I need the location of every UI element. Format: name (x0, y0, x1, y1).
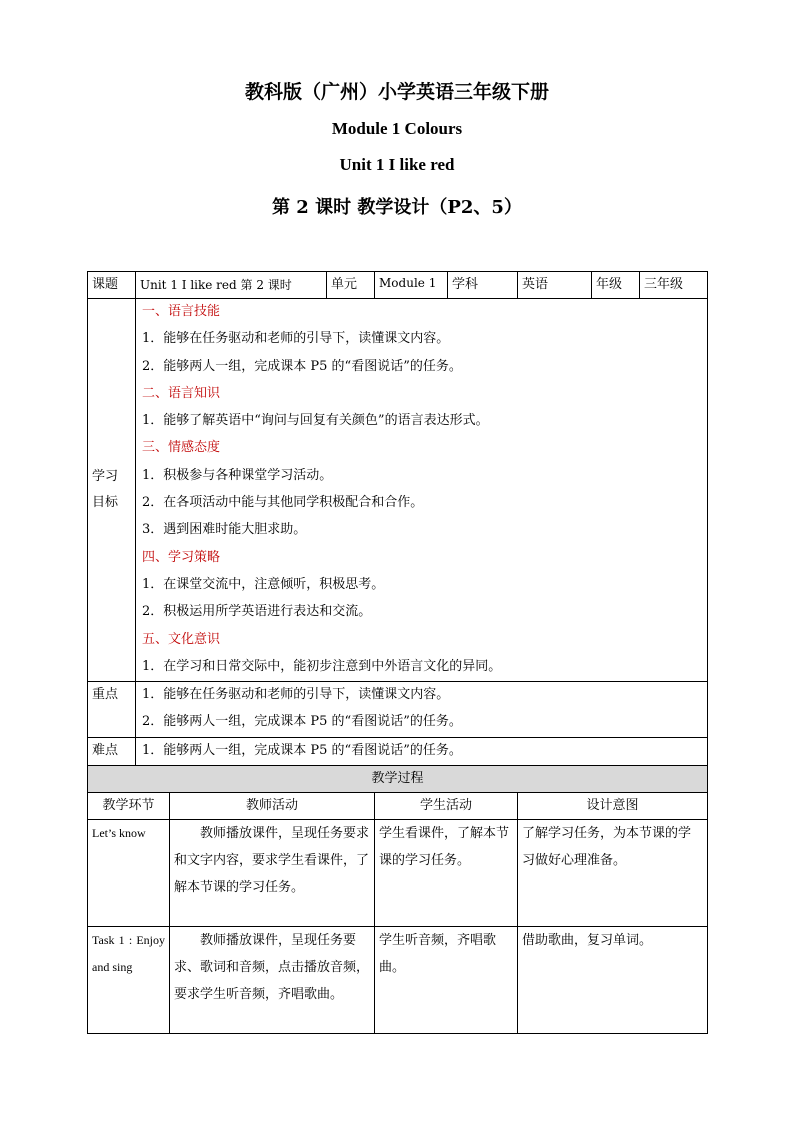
topic-value: Unit 1 I like red 第 2 课时 (136, 272, 327, 299)
process-teacher-activity: 教师播放课件，呈现任务要求、歌词和音频，点击播放音频，要求学生听音频，齐唱歌曲。 (170, 927, 375, 1034)
process-row (88, 927, 708, 1034)
objective-section-heading: 五、文化意识 (142, 631, 221, 647)
process-row (88, 820, 708, 927)
objective-item: 1．能够了解英语中“询问与回复有关颜色”的语言表达形式。 (142, 413, 489, 429)
process-design-intent: 借助歌曲，复习单词。 (518, 927, 708, 1034)
process-student-activity: 学生看课件，了解本节课的学习任务。 (375, 820, 518, 927)
unit-value: Module 1 (375, 272, 448, 299)
module-title: Module 1 Colours (331, 119, 463, 138)
subject-value: 英语 (518, 272, 592, 299)
objective-section-heading: 三、情感态度 (142, 440, 221, 456)
difficult-points-row (88, 737, 708, 765)
process-design-intent: 了解学习任务，为本节课的学习做好心理准备。 (518, 820, 708, 927)
objectives-content (136, 299, 708, 682)
process-title: 教学过程 (88, 766, 708, 793)
objectives-label-line2: 目标 (92, 495, 119, 511)
grade-value: 三年级 (640, 272, 708, 299)
key-points-content (136, 682, 708, 738)
difficult-points-content (136, 737, 708, 765)
objectives-label (88, 299, 136, 682)
unit-title: Unit 1 I like red (339, 155, 455, 174)
grade-label: 年级 (592, 272, 640, 299)
document-title: 教科版（广州）小学英语三年级下册 (244, 81, 549, 103)
process-teacher-activity: 教师播放课件，呈现任务要求和文字内容，要求学生看课件，了解本节课的学习任务。 (170, 820, 375, 927)
process-student-activity: 学生听音频，齐唱歌曲。 (375, 927, 518, 1034)
lesson-title: 第 2 课时 教学设计（P2、5） (272, 197, 522, 218)
objectives-list (142, 299, 701, 681)
process-stage: Task 1 : Enjoy and sing (88, 927, 170, 1034)
process-stage: Let’s know (88, 820, 170, 927)
difficult-point-item: 1．能够两人一组，完成课本 P5 的“看图说话”的任务。 (142, 742, 462, 758)
objective-item: 1．在课堂交流中，注意倾听，积极思考。 (142, 576, 385, 592)
objective-item: 1．在学习和日常交际中，能初步注意到中外语言文化的异同。 (142, 658, 502, 674)
key-point-item: 2．能够两人一组，完成课本 P5 的“看图说话”的任务。 (142, 714, 462, 730)
key-point-item: 1．能够在任务驱动和老师的引导下，读懂课文内容。 (142, 687, 450, 703)
objectives-row (88, 299, 708, 682)
process-title-row (88, 766, 708, 793)
subject-label: 学科 (448, 272, 518, 299)
process-col-stage: 教学环节 (88, 793, 170, 820)
difficult-points-label: 难点 (88, 737, 136, 765)
objective-item: 1．积极参与各种课堂学习活动。 (142, 467, 333, 483)
objectives-label-line1: 学习 (92, 469, 119, 485)
objective-section-heading: 四、学习策略 (142, 549, 221, 565)
info-row (88, 272, 708, 299)
objective-section-heading: 二、语言知识 (142, 385, 221, 401)
lesson-plan-table (87, 271, 708, 1034)
topic-label: 课题 (88, 272, 136, 299)
objective-section-heading: 一、语言技能 (142, 304, 221, 319)
objective-item: 2．积极运用所学英语进行表达和交流。 (142, 604, 372, 620)
process-header-row (88, 793, 708, 820)
objective-item: 2．在各项活动中能与其他同学积极配合和合作。 (142, 495, 424, 511)
process-col-student: 学生活动 (375, 793, 518, 820)
process-col-teacher: 教师活动 (170, 793, 375, 820)
objective-item: 3．遇到困难时能大胆求助。 (142, 522, 307, 538)
objective-item: 2．能够两人一组，完成课本 P5 的“看图说话”的任务。 (142, 358, 462, 374)
key-points-row (88, 682, 708, 738)
process-col-intent: 设计意图 (518, 793, 708, 820)
key-points-label: 重点 (88, 682, 136, 738)
unit-label: 单元 (327, 272, 375, 299)
objective-item: 1．能够在任务驱动和老师的引导下，读懂课文内容。 (142, 331, 450, 347)
